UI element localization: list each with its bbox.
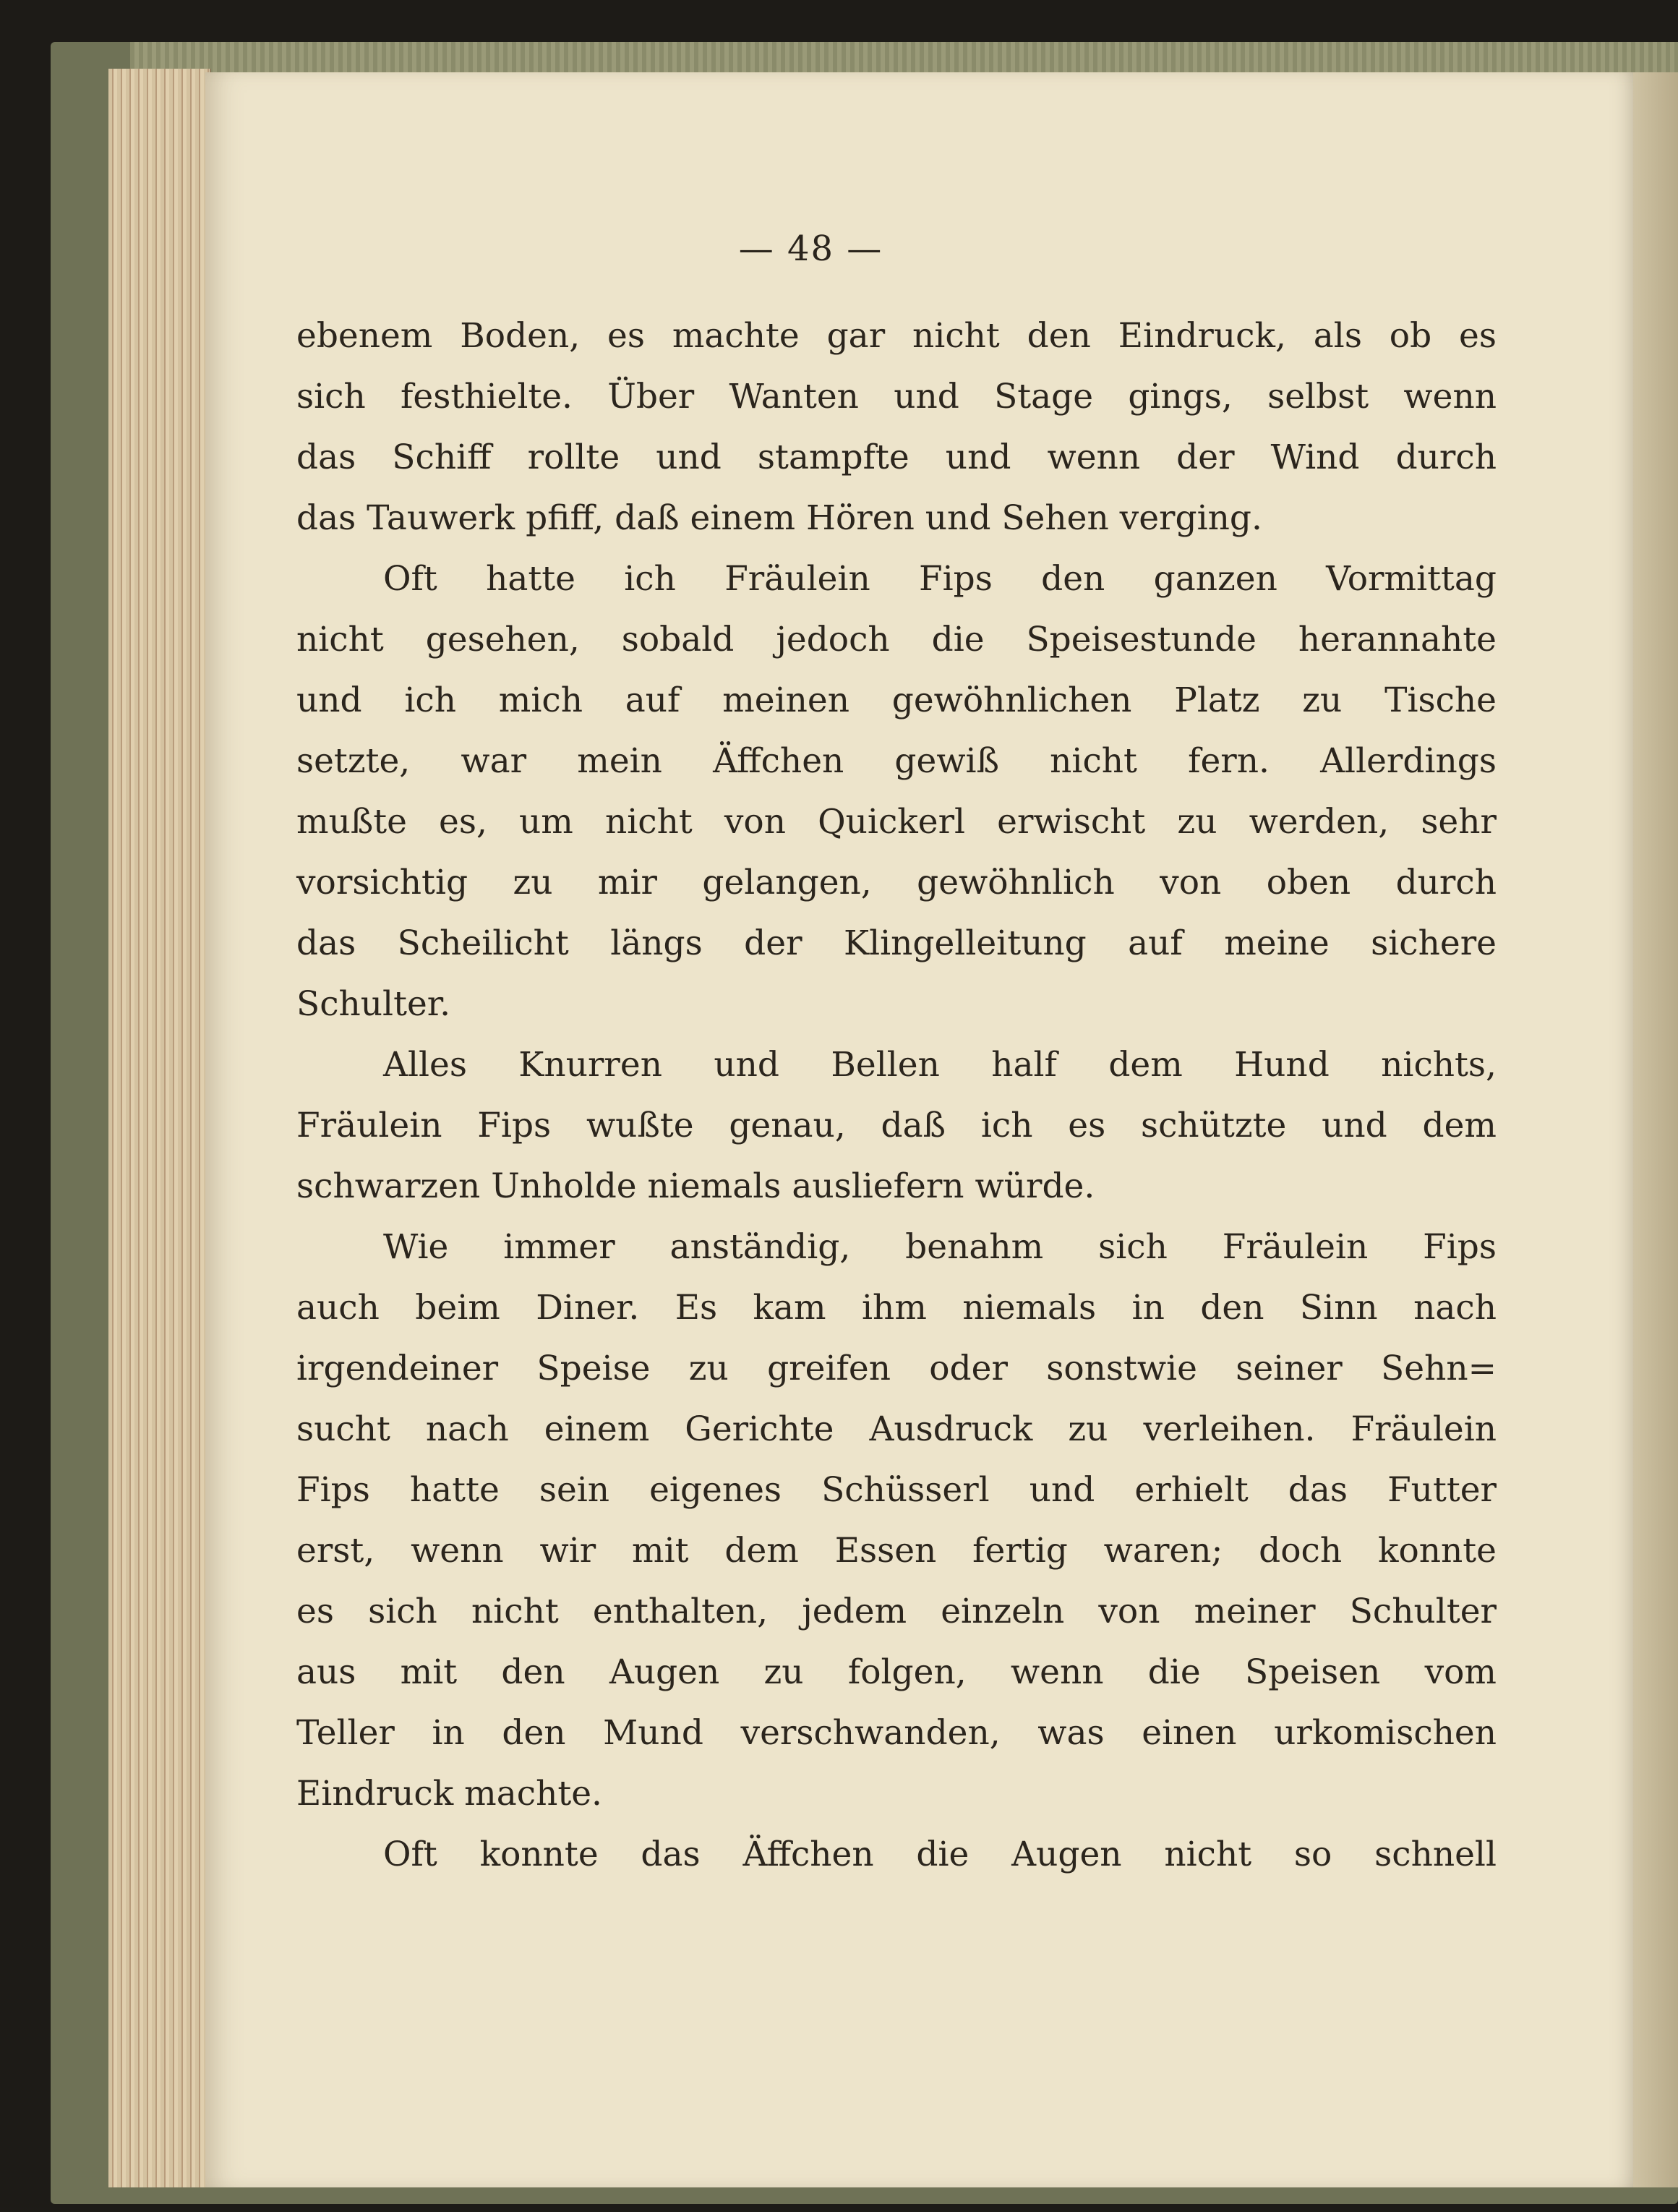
text-line: sucht nach einem Gerichte Ausdruck zu verleihen. Fräulein	[296, 1409, 1497, 1449]
text-line: vorsichtig zu mir gelangen, gewöhnlich von oben durch	[296, 863, 1497, 902]
text-line: schwarzen Unholde niemals ausliefern würde.	[296, 1166, 1095, 1206]
text-line: Oft konnte das Äffchen die Augen nicht so schnell	[383, 1835, 1497, 1874]
text-line: mußte es, um nicht von Quickerl erwischt zu werden, sehr	[296, 802, 1497, 842]
text-line: ebenem Boden, es machte gar nicht den Eindruck, als ob es	[296, 316, 1497, 356]
text-line: Alles Knurren und Bellen half dem Hund nichts,	[383, 1045, 1497, 1085]
text-line: Oft hatte ich Fräulein Fips den ganzen Vormittag	[383, 559, 1497, 599]
text-line: und ich mich auf meinen gewöhnlichen Platz zu Tische	[296, 680, 1497, 720]
right-gutter	[1633, 72, 1678, 2187]
text-line: Schulter.	[296, 984, 451, 1024]
text-line: nicht gesehen, sobald jedoch die Speisestunde herannahte	[296, 620, 1497, 659]
text-line: das Schiff rollte und stampfte und wenn der Wind durch	[296, 437, 1497, 477]
text-line: irgendeiner Speise zu greifen oder sonstwie seiner Sehn=	[296, 1349, 1497, 1388]
text-line: sich festhielte. Über Wanten und Stage gings, selbst wenn	[296, 377, 1497, 417]
text-line: Teller in den Mund verschwanden, was einen urkomischen	[296, 1713, 1497, 1753]
text-line: aus mit den Augen zu folgen, wenn die Speisen vom	[296, 1652, 1497, 1692]
page-edges	[108, 69, 211, 2187]
text-line: es sich nicht enthalten, jedem einzeln von meiner Schulter	[296, 1592, 1497, 1631]
text-line: setzte, war mein Äffchen gewiß nicht fern. Allerdings	[296, 741, 1497, 781]
text-line: das Tauwerk pfiff, daß einem Hören und Sehen verging.	[296, 498, 1262, 538]
text-line: Eindruck machte.	[296, 1774, 602, 1814]
text-line: Wie immer anständig, benahm sich Fräulein Fips	[383, 1227, 1497, 1267]
text-line: Fips hatte sein eigenes Schüsserl und erhielt das Futter	[296, 1470, 1497, 1510]
text-line: erst, wenn wir mit dem Essen fertig waren; doch konnte	[296, 1531, 1497, 1571]
page-number: — 48 —	[738, 229, 883, 269]
text-line: Fräulein Fips wußte genau, daß ich es schützte und dem	[296, 1106, 1497, 1145]
text-line: das Scheilicht längs der Klingelleitung auf meine sichere	[296, 923, 1497, 963]
body-text	[296, 306, 1497, 1885]
text-line: auch beim Diner. Es kam ihm niemals in den Sinn nach	[296, 1288, 1497, 1328]
